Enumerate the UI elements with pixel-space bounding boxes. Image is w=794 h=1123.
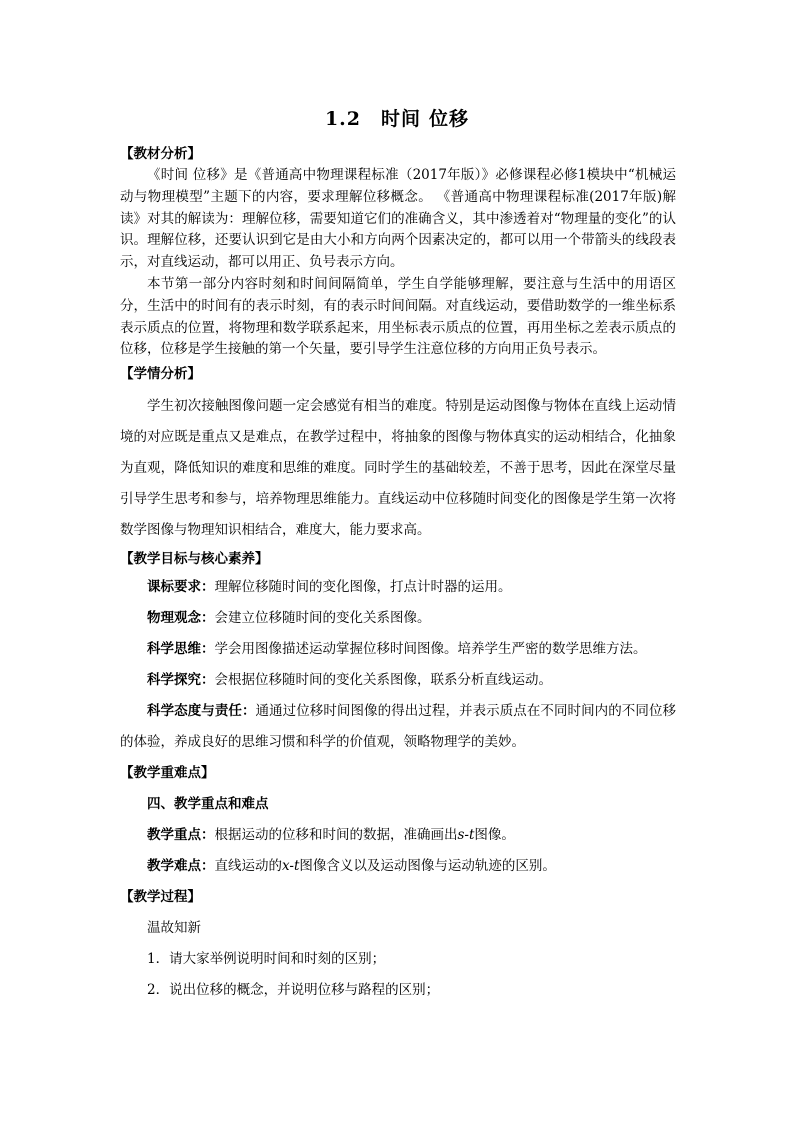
- goal-item-physics-concept: [120, 603, 676, 634]
- goal-text: 会根据位移随时间的变化关系图像，联系分析直线运动。: [214, 672, 552, 689]
- key-point-text-end: 图像。: [474, 827, 515, 844]
- title-word-time: 时间: [381, 108, 422, 130]
- key-point-text: 根据运动的位移和时间的数据，准确画出: [214, 827, 458, 844]
- heading-key-difficult-points: 【教学重难点】: [120, 765, 215, 782]
- goal-text: 理解位移随时间的变化图像，打点计时器的运用。: [214, 579, 512, 596]
- goal-text: 通通过位移时间图像的得出过程，并表示质点在不同时间内的不同位移的体验，养成良好的思维习惯和科学的价值观，领略物理学的美妙。: [120, 703, 677, 751]
- key-point-item: [120, 820, 676, 851]
- goal-text: 会建立位移随时间的变化关系图像。: [214, 610, 431, 627]
- goal-text: 学会用图像描述运动掌握位移时间图像。培养学生严密的数学思维方法。: [214, 641, 647, 658]
- heading-teaching-goals: 【教学目标与核心素养】: [120, 551, 269, 568]
- goal-label: 课标要求：: [147, 579, 215, 596]
- difficult-point-item: [120, 851, 676, 882]
- x-t-variable: x-t: [282, 858, 300, 875]
- goal-label: 物理观念：: [147, 610, 215, 627]
- textbook-analysis-paragraph-1: 《时间 位移》是《普通高中物理课程标准（2017年版）》必修课程必修1模块中“机械运动与物理模型”主题下的内容，要求理解位移概念。 《普通高中物理课程标准(2017年版)解读》对其的解读为：理解位移，需要知道它们的准确含义，其中渗透着对“物理量的变化”的认识。理解位移，还要认识到它是由大小和方向两个因素决定的，都可以用一个带箭头的线段表示，对直线运动，都可以用正、负号表示方向。: [120, 167, 676, 271]
- difficult-point-text-end: 图像含义以及运动图像与运动轨迹的区别。: [299, 858, 556, 875]
- goal-label: 科学态度与责任：: [147, 703, 256, 720]
- review-question-2: 2．说出位移的概念，并说明位移与路程的区别；: [147, 982, 440, 999]
- review-question-1: 1．请大家举例说明时间和时刻的区别；: [147, 951, 386, 968]
- goal-item-scientific-inquiry: [120, 665, 676, 696]
- difficult-point-text: 直线运动的: [214, 858, 282, 875]
- student-analysis-paragraph: 学生初次接触图像问题一定会感觉有相当的难度。特别是运动图像与物体在直线上运动情境的对应既是重点又是难点，在教学过程中，将抽象的图像与物体真实的运动相结合，化抽象为直观，降低知识的难度和思维的难度。同时学生的基础较差，不善于思考，因此在深堂尽量引导学生思考和参与，培养物理思维能力。直线运动中位移随时间变化的图像是学生第一次将数学图像与物理知识相结合，难度大，能力要求高。: [120, 398, 676, 539]
- key-points-subheading: 四、教学重点和难点: [147, 796, 269, 813]
- title-word-displacement: 位移: [429, 108, 470, 130]
- heading-student-analysis: 【学情分析】: [120, 366, 201, 383]
- textbook-analysis-paragraph-2: 本节第一部分内容时刻和时间间隔简单，学生自学能够理解，要注意与生活中的用语区分，生活中的时间有的表示时刻，有的表示时间间隔。对直线运动，要借助数学的一维坐标系表示质点的位置，将物理和数学联系起来，用坐标表示质点的位置，再用坐标之差表示质点的位移，位移是学生接触的第一个矢量，要引导学生注意位移的方向用正负号表示。: [120, 275, 676, 358]
- page-title: [0, 104, 794, 131]
- goal-item-attitude-responsibility: [120, 696, 676, 758]
- s-t-variable: s-t: [457, 827, 475, 844]
- heading-teaching-process: 【教学过程】: [120, 889, 201, 906]
- goal-item-scientific-thinking: [120, 634, 676, 665]
- title-number: 1.2: [324, 108, 362, 130]
- review-intro: 温故知新: [147, 920, 201, 937]
- goal-label: 科学探究：: [147, 672, 215, 689]
- difficult-point-label: 教学难点：: [147, 858, 215, 875]
- key-point-label: 教学重点：: [147, 827, 215, 844]
- goal-item-curriculum: [120, 572, 676, 603]
- document-body: [120, 143, 676, 1006]
- goal-label: 科学思维：: [147, 641, 215, 658]
- heading-textbook-analysis: 【教材分析】: [120, 146, 201, 162]
